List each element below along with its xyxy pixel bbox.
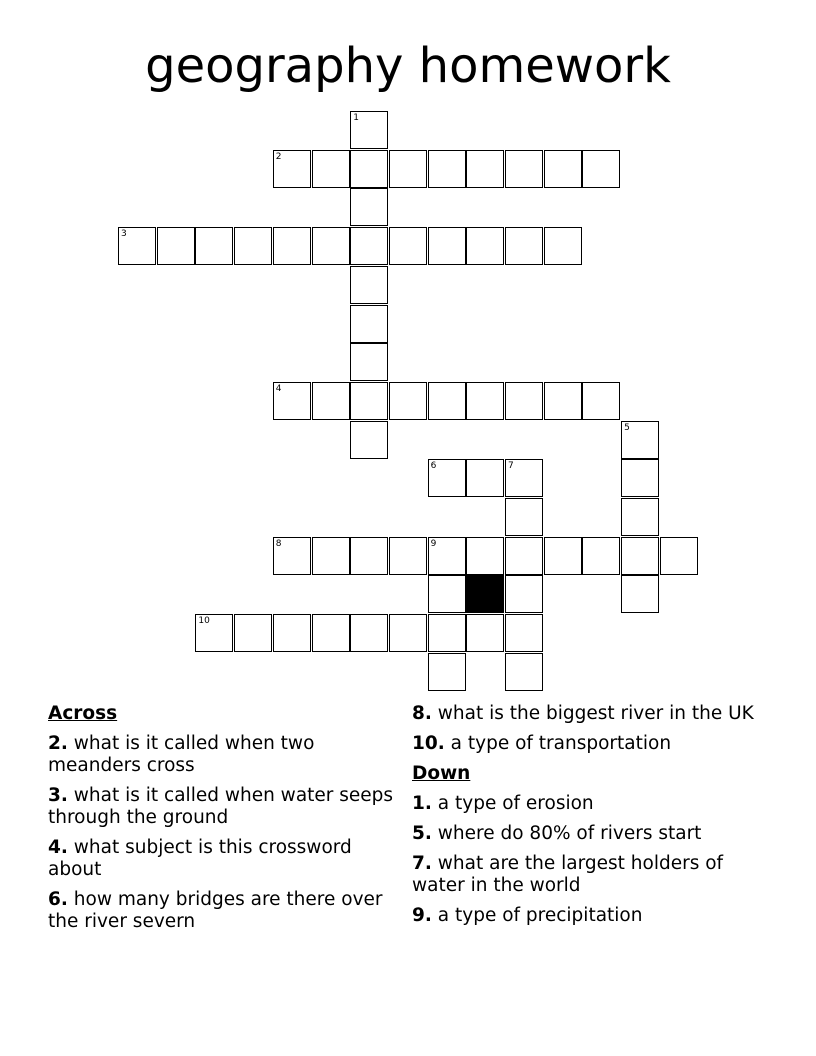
grid-cell[interactable] (466, 459, 504, 497)
grid-cell[interactable] (350, 150, 388, 188)
grid-cell[interactable] (505, 382, 543, 420)
grid-cell[interactable] (350, 227, 388, 265)
grid-cell[interactable] (312, 227, 350, 265)
clue-number: 4 (275, 383, 282, 394)
clue-number: 1 (353, 113, 359, 123)
across-heading: Across (48, 703, 118, 724)
grid-cell[interactable] (544, 382, 582, 420)
grid-cell[interactable] (195, 227, 233, 265)
grid-cell[interactable] (195, 614, 233, 652)
grid-cell[interactable] (428, 150, 466, 188)
grid-cell[interactable] (234, 227, 272, 265)
grid-cell[interactable] (350, 382, 388, 420)
clues-column-left (48, 703, 398, 941)
grid-cell[interactable] (350, 111, 388, 149)
grid-cell[interactable] (389, 614, 427, 652)
grid-cell[interactable] (621, 537, 659, 575)
clue-across-2: 2. what is it called when two meanders cross (48, 733, 315, 776)
grid-cell[interactable] (234, 614, 272, 652)
grid-cell[interactable] (389, 382, 427, 420)
grid-cell[interactable] (428, 382, 466, 420)
clues-column-right (412, 703, 762, 935)
grid-cell[interactable] (466, 614, 504, 652)
grid-cell[interactable] (428, 459, 466, 497)
down-heading: Down (412, 763, 471, 784)
grid-cell[interactable] (273, 537, 311, 575)
grid-cell[interactable] (505, 498, 543, 536)
clue-down-1: 1. a type of erosion (412, 793, 594, 814)
grid-cell[interactable] (389, 150, 427, 188)
page-title: geography homework (145, 38, 671, 94)
clue-number: 8 (275, 538, 282, 549)
grid-cell[interactable] (505, 653, 543, 691)
grid-cell[interactable] (273, 227, 311, 265)
clue-across-4: 4. what subject is this crossword about (48, 837, 352, 880)
grid-cell[interactable] (660, 537, 698, 575)
grid-cell[interactable] (273, 614, 311, 652)
clue-number: 10 (198, 616, 210, 627)
grid-cell[interactable] (157, 227, 195, 265)
grid-cell[interactable] (350, 537, 388, 575)
grid-cell[interactable] (389, 227, 427, 265)
grid-cell[interactable] (350, 305, 388, 343)
clue-number: 6 (430, 461, 437, 472)
grid-cell[interactable] (505, 537, 543, 575)
grid-cell[interactable] (621, 498, 659, 536)
grid-cell[interactable] (505, 150, 543, 188)
clue-across-3: 3. what is it called when water seeps through the ground (48, 785, 394, 828)
grid-cell[interactable] (118, 227, 156, 265)
grid-cell[interactable] (505, 227, 543, 265)
clue-number: 3 (121, 229, 127, 240)
grid-cell[interactable] (312, 537, 350, 575)
black-cell (466, 575, 504, 613)
clue-down-7: 7. what are the largest holders of water in the world (412, 853, 724, 896)
clue-across-8: 8. what is the biggest river in the UK (412, 703, 754, 724)
grid-cell[interactable] (312, 150, 350, 188)
grid-cell[interactable] (466, 150, 504, 188)
grid-cell[interactable] (582, 382, 620, 420)
grid-cell[interactable] (389, 537, 427, 575)
grid-cell[interactable] (582, 537, 620, 575)
grid-cell[interactable] (350, 614, 388, 652)
grid-cell[interactable] (505, 575, 543, 613)
grid-cell[interactable] (428, 227, 466, 265)
grid-cell[interactable] (428, 575, 466, 613)
clue-number: 2 (275, 151, 282, 162)
grid-cell[interactable] (273, 150, 311, 188)
clue-across-10: 10. a type of transportation (412, 733, 672, 754)
grid-cell[interactable] (621, 459, 659, 497)
grid-cell[interactable] (312, 614, 350, 652)
grid-cell[interactable] (505, 459, 543, 497)
grid-cell[interactable] (544, 150, 582, 188)
grid-cell[interactable] (428, 537, 466, 575)
grid-cell[interactable] (350, 266, 388, 304)
grid-cell[interactable] (505, 614, 543, 652)
grid-cell[interactable] (621, 575, 659, 613)
grid-cell[interactable] (621, 421, 659, 459)
grid-cell[interactable] (350, 188, 388, 226)
grid-cell[interactable] (428, 614, 466, 652)
grid-cell[interactable] (350, 421, 388, 459)
grid-cell[interactable] (544, 227, 582, 265)
grid-cell[interactable] (466, 537, 504, 575)
clue-down-5: 5. where do 80% of rivers start (412, 823, 702, 844)
grid-cell[interactable] (273, 382, 311, 420)
clue-across-6: 6. how many bridges are there over the river severn (48, 889, 383, 932)
grid-cell[interactable] (582, 150, 620, 188)
grid-cell[interactable] (544, 537, 582, 575)
clue-down-9: 9. a type of precipitation (412, 905, 643, 926)
grid-cell[interactable] (428, 653, 466, 691)
clue-number: 9 (430, 538, 437, 549)
clue-number: 7 (508, 461, 514, 472)
grid-cell[interactable] (466, 227, 504, 265)
clue-number: 5 (624, 422, 630, 433)
grid-cell[interactable] (350, 343, 388, 381)
grid-cell[interactable] (312, 382, 350, 420)
grid-cell[interactable] (466, 382, 504, 420)
